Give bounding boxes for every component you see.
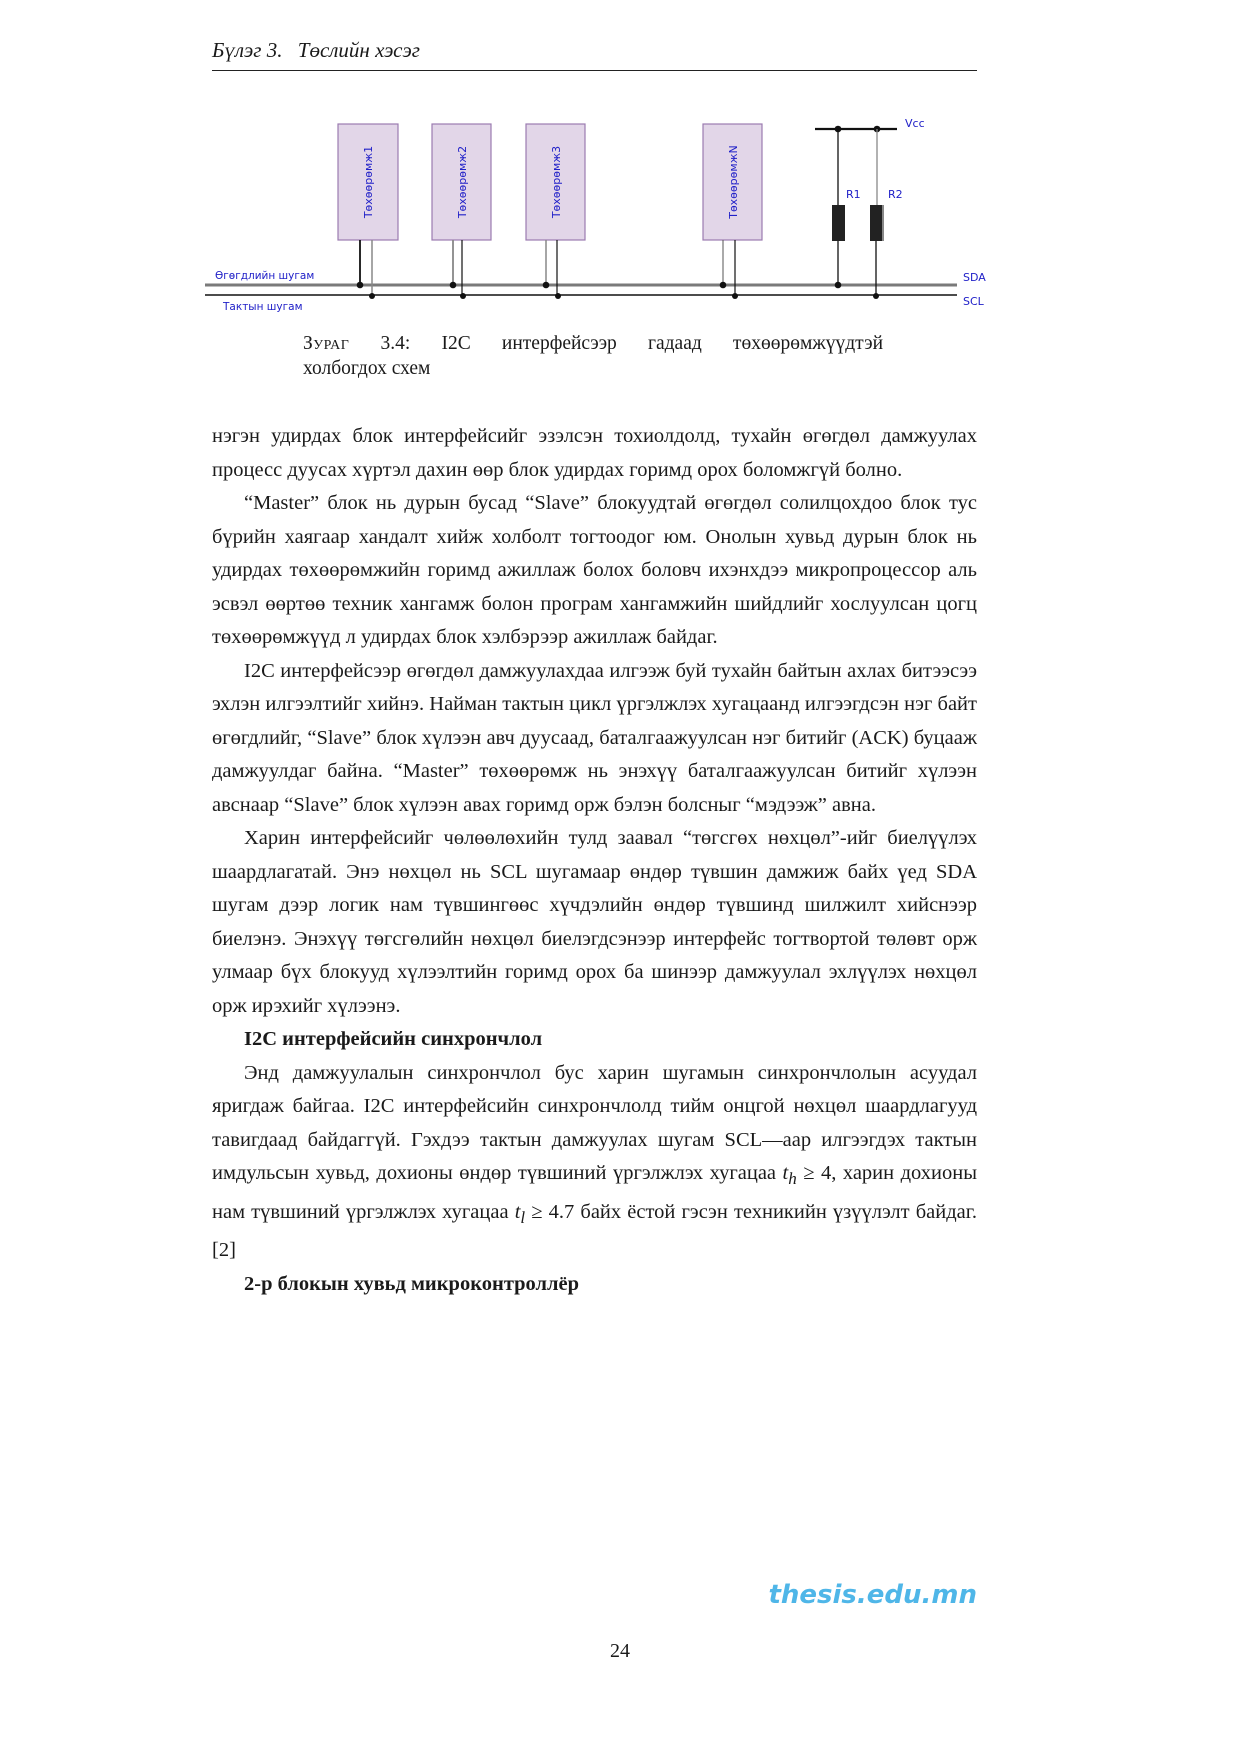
clock-line-label: Тактын шугам — [223, 301, 303, 313]
tl-sub: l — [520, 1207, 526, 1227]
device-label: ТөхөөрөмжN — [727, 145, 740, 219]
r2-label: R2 — [888, 188, 903, 201]
data-line-label: Өгөгдлийн шугам — [215, 270, 315, 282]
vcc-label: Vcc — [905, 117, 925, 130]
paragraph: “Master” блок нь дурын бусад “Slave” блокуудтай өгөгдөл солилцохдоо блок тус бүрийн хаягаар хандалт хийж холболт тогтоодог юм. Онолын хувьд дурын блок нь удирдах төхөөрөмжийн горимд ажиллаж болох боловч ихэнхдээ микропроцессор аль эсвэл өөртөө техник хангамж болон програм хангамжийн шийдлийг хослуулсан цогц төхөөрөмжүүд л удирдах блок хэлбэрээр ажиллаж байдаг. — [212, 492, 977, 648]
chapter-title: Төслийн хэсэг — [297, 38, 420, 62]
watermark-text: thesis.edu.mn — [768, 1580, 977, 1610]
chapter-label: Бүлэг 3. — [212, 38, 283, 62]
r1-label: R1 — [846, 188, 861, 201]
device-2 — [432, 124, 491, 299]
resistor-r2 — [870, 129, 903, 299]
th-sub: h — [788, 1169, 797, 1189]
figure-caption — [303, 331, 883, 381]
section-heading: I2C интерфейсийн синхрончлол — [244, 1028, 543, 1050]
caption-first-line — [303, 331, 883, 356]
device-3 — [526, 124, 585, 299]
sda-label: SDA — [963, 271, 986, 284]
paragraph: нэгэн удирдах блок интерфейсийг эзэлсэн тохиолдолд, тухайн өгөгдөл дамжуулах процесс дуусах хүртэл дахин өөр блок удирдах горимд орох боломжгүй болно. — [212, 425, 977, 481]
sync-text-2: , харин дохионы нам түвшиний үргэлжлэх хугацаа — [212, 1162, 977, 1223]
page-number: 24 — [610, 1640, 630, 1662]
paragraph: Харин интерфейсийг чөлөөлөхийн тулд заавал “төгсгөх нөхцөл”-ийг биелүүлэх шаардлагатай. Энэ нөхцөл нь SCL шугамаар өндөр түвшин дамжиж байх үед SDA шугам дээр логик нам түвшингөөс хүчдэлийн өндөр түвшинд шилжилт хийснээр биелэнэ. Энэхүү төгсгөлийн нөхцөл биелэгдсэнээр интерфейс тогтвортой төлөвт орж улмаар бүх блокууд хүлээлтийн горимд орох ба шинээр дамжуулал эхлүүлэх нөхцөл орж ирэхийг хүлээнэ. — [212, 827, 977, 1017]
th-relation: ≥ 4 — [796, 1162, 832, 1184]
body-text — [212, 420, 977, 1301]
resistor-r1 — [832, 129, 861, 288]
i2c-schematic-figure — [205, 105, 1005, 320]
th-var: t — [782, 1162, 789, 1184]
tl-var: t — [514, 1200, 521, 1223]
device-label: Төхөөрөмж3 — [550, 145, 563, 219]
device-1 — [338, 124, 398, 299]
sync-text-1: Энд дамжуулалын синхрончлол бус харин шугамын синхрончлолын асуудал яригдаж байгаа. I2C интерфейсийн синхрончлолд тийм онцгой нөхцөл шаардлагууд тавигдаад байдаггүй. Гэхдээ тактын дамжуулах шугам SCL—аар илгээгдэх тактын имдульсын хувьд, дохионы өндөр түвшиний үргэлжлэх хугацаа — [212, 1061, 977, 1184]
device-label: Төхөөрөмж1 — [362, 145, 375, 219]
scl-label: SCL — [963, 295, 984, 308]
caption-number: 3.4: — [380, 333, 411, 354]
i2c-schematic — [205, 105, 1005, 320]
sync-text-3: байх ёстой гэсэн техникийн үзүүлэлт байдаг. [2] — [212, 1200, 977, 1262]
caption-line2: холбогдох схем — [303, 358, 431, 379]
vcc-rail — [815, 117, 925, 132]
caption-line1: I2C интерфейсээр гадаад төхөөрөмжүүдтэй — [441, 333, 883, 354]
tl-relation: ≥ 4.7 — [525, 1200, 575, 1223]
section-heading: 2-р блокын хувьд микроконтроллёр — [244, 1272, 580, 1295]
paragraph-sync — [212, 1057, 977, 1268]
running-header — [212, 38, 977, 71]
device-n — [703, 124, 762, 299]
caption-prefix: Зураг — [303, 333, 350, 354]
watermark — [212, 1580, 977, 1620]
paragraph: I2C интерфейсээр өгөгдөл дамжуулахдаа илгээж буй тухайн байтын ахлах битээсээ эхлэн илгээлтийг хийнэ. Найман тактын цикл үргэлжлэх хугацаанд илгээгдсэн нэг байт өгөгдлийг, “Slave” блок хүлээн авч дуусаад, баталгаажуулсан нэг битийг (ACK) буцааж дамжуулдаг байна. “Master” төхөөрөмж нь энэхүү баталгаажуулсан битийг хүлээн авснаар “Slave” блок хүлээн авах горимд орж бэлэн болсныг “мэдээж” авна. — [212, 659, 977, 816]
device-label: Төхөөрөмж2 — [456, 145, 469, 219]
